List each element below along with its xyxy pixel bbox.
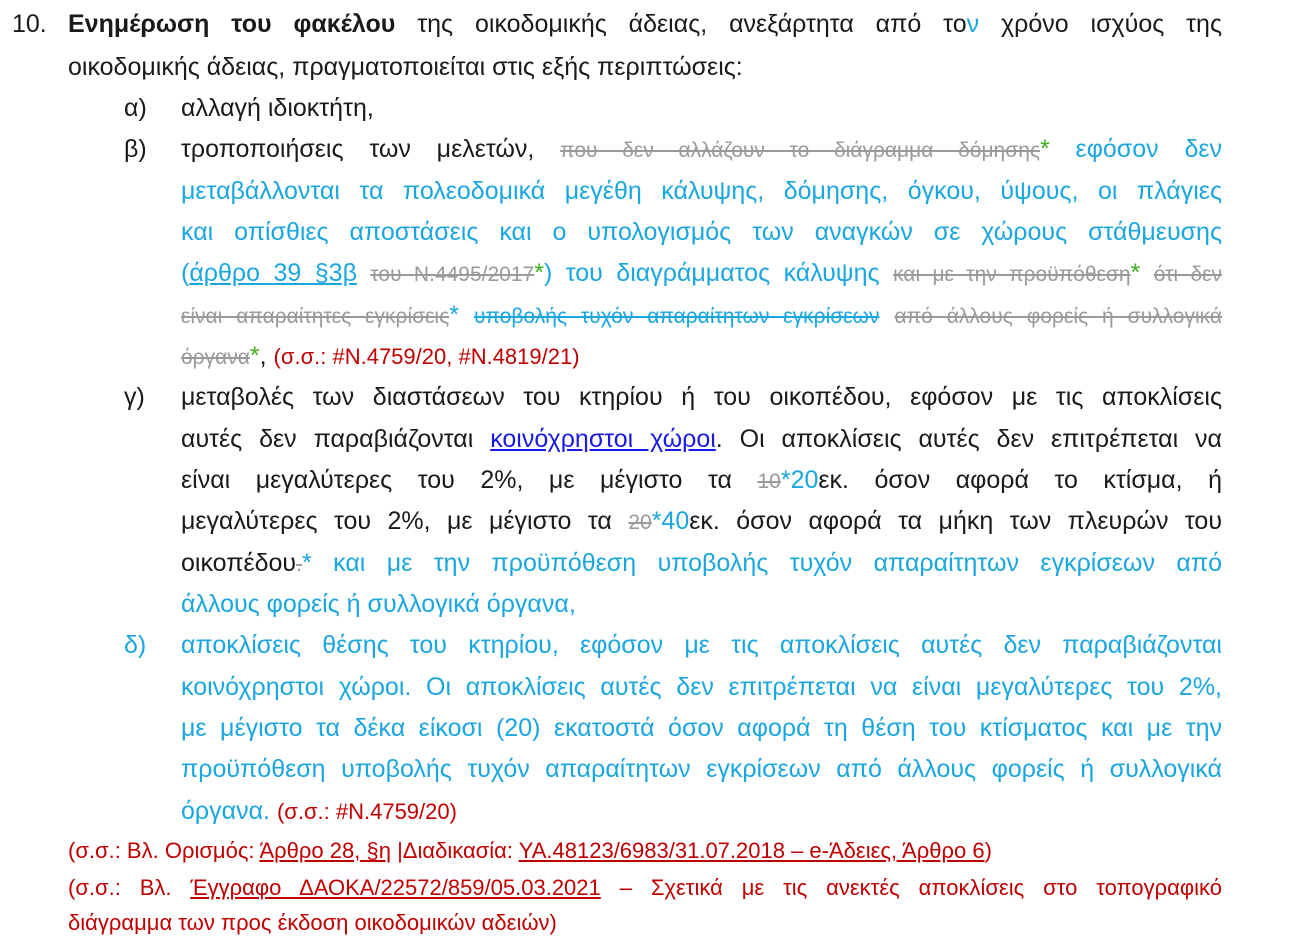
daoka-document-link[interactable]: Έγγραφο ΔΑΟΚΑ/22572/859/05.03.2021 — [190, 875, 601, 900]
inserted-text: εφόσον δεν — [1075, 135, 1223, 163]
list-item-c-line1: μεταβολές των διαστάσεων του κτηρίου ή του οικοπέδου, εφόσον με τις αποκλίσεις — [181, 383, 1222, 411]
ya-48123-link[interactable]: ΥΑ.48123/6983/31.07.2018 – e-Άδειες, Άρθρο 6 — [518, 838, 985, 863]
list-item-c-line5: οικοπέδου.* και με την προϋπόθεση υποβολής τυχόν απαραίτητων εγκρίσεων από — [181, 549, 1223, 577]
list-item-d-line2: κοινόχρηστοι χώροι. Οι αποκλίσεις αυτές δεν επιτρέπεται να είναι μεγαλύτερες του 2%, — [181, 673, 1222, 701]
list-item-c-line3: είναι μεγαλύτερες του 2%, με μέγιστο τα 10*20εκ. όσον αφορά το κτίσμα, ή — [181, 466, 1222, 494]
list-item-a: αλλαγή ιδιοκτήτη, — [181, 94, 374, 122]
list-item-c-line6: άλλους φορείς ή συλλογικά όργανα, — [181, 590, 576, 618]
editor-note: (σ.σ.: #Ν.4759/20) — [276, 799, 457, 824]
list-item-b-line3: και οπίσθιες αποστάσεις και ο υπολογισμός των αναγκών σε χώρους στάθμευσης — [181, 218, 1222, 246]
list-item-b-line6: όργανα*, (σ.σ.: #Ν.4759/20, #Ν.4819/21) — [181, 342, 580, 370]
list-item-c-line4: μεγαλύτερες του 2%, με μέγιστο τα 20*40εκ. όσον αφορά τα μήκη των πλευρών του — [181, 507, 1223, 535]
list-item-d-line4: προϋπόθεση υποβολής τυχόν απαραίτητων εγκρίσεων από άλλους φορείς ή συλλογικά — [181, 755, 1222, 783]
deleted-text: που δεν αλλάζουν το διάγραμμα δόμησης — [560, 139, 1040, 162]
list-item-d-line3: με μέγιστο τα δέκα είκοσι (20) εκατοστά όσον αφορά τη θέση του κτίσματος και με την — [181, 714, 1222, 742]
list-item-b-line2: μεταβάλλονται τα πολεοδομικά μεγέθη κάλυψης, δόμησης, όγκου, ύψους, οι πλάγιες — [181, 177, 1222, 205]
item-number: 10. — [12, 10, 47, 38]
editor-note: (σ.σ.: #Ν.4759/20, #Ν.4819/21) — [273, 344, 580, 369]
reference-note-2-line2: διάγραμμα των προς έκδοση οικοδομικών αδειών) — [68, 910, 557, 935]
list-marker-b: β) — [124, 135, 147, 163]
list-marker-a: α) — [124, 94, 147, 122]
list-item-b-line5: είναι απαραίτητες εγκρίσεις* υποβολής τυχόν απαραίτητων εγκρίσεων από άλλους φορείς ή συλλογικά — [181, 301, 1222, 329]
reference-note-2: (σ.σ.: Βλ. Έγγραφο ΔΑΟΚΑ/22572/859/05.03.2021 – Σχετικά με τις ανεκτές αποκλίσεις στο τοπογραφικό — [68, 875, 1222, 900]
list-item-b-line1: τροποποιήσεις των μελετών, που δεν αλλάζουν το διάγραμμα δόμησης* εφόσον δεν — [181, 135, 1223, 163]
intro-text-a: της οικοδομικής άδειας, ανεξάρτητα από τον — [417, 10, 980, 38]
list-item-c-line2: αυτές δεν παραβιάζονται κοινόχρηστοι χώροι. Οι αποκλίσεις αυτές δεν επιτρέπεται να — [181, 425, 1222, 453]
item-title: Ενημέρωση του φακέλου — [68, 10, 396, 38]
list-item-b-line4: (άρθρο 39 §3β του Ν.4495/2017*) του διαγράμματος κάλυψης και με την προϋπόθεση* ότι δεν — [181, 259, 1222, 287]
reference-note-1: (σ.σ.: Βλ. Ορισμός: Άρθρο 28, §η |Διαδικασία: ΥΑ.48123/6983/31.07.2018 – e-Άδειες, Άρθρο 6) — [68, 838, 992, 863]
intro-text-b: χρόνο ισχύος της — [1001, 10, 1223, 38]
list-item-d-line1: αποκλίσεις θέσης του κτηρίου, εφόσον με τις αποκλίσεις αυτές δεν παραβιάζονται — [181, 631, 1222, 659]
list-marker-d: δ) — [124, 631, 147, 659]
article-28-link[interactable]: Άρθρο 28, §η — [259, 838, 391, 863]
item-intro-line1 — [68, 9, 1222, 39]
common-areas-link[interactable]: κοινόχρηστοι χώροι — [490, 425, 716, 453]
list-item-d-line5: όργανα. (σ.σ.: #Ν.4759/20) — [181, 797, 457, 825]
item-intro-line2: οικοδομικής άδειας, πραγματοποιείται στις εξής περιπτώσεις: — [68, 53, 743, 81]
list-marker-c: γ) — [124, 383, 145, 411]
article-39-link[interactable]: άρθρο 39 §3β — [189, 259, 357, 287]
